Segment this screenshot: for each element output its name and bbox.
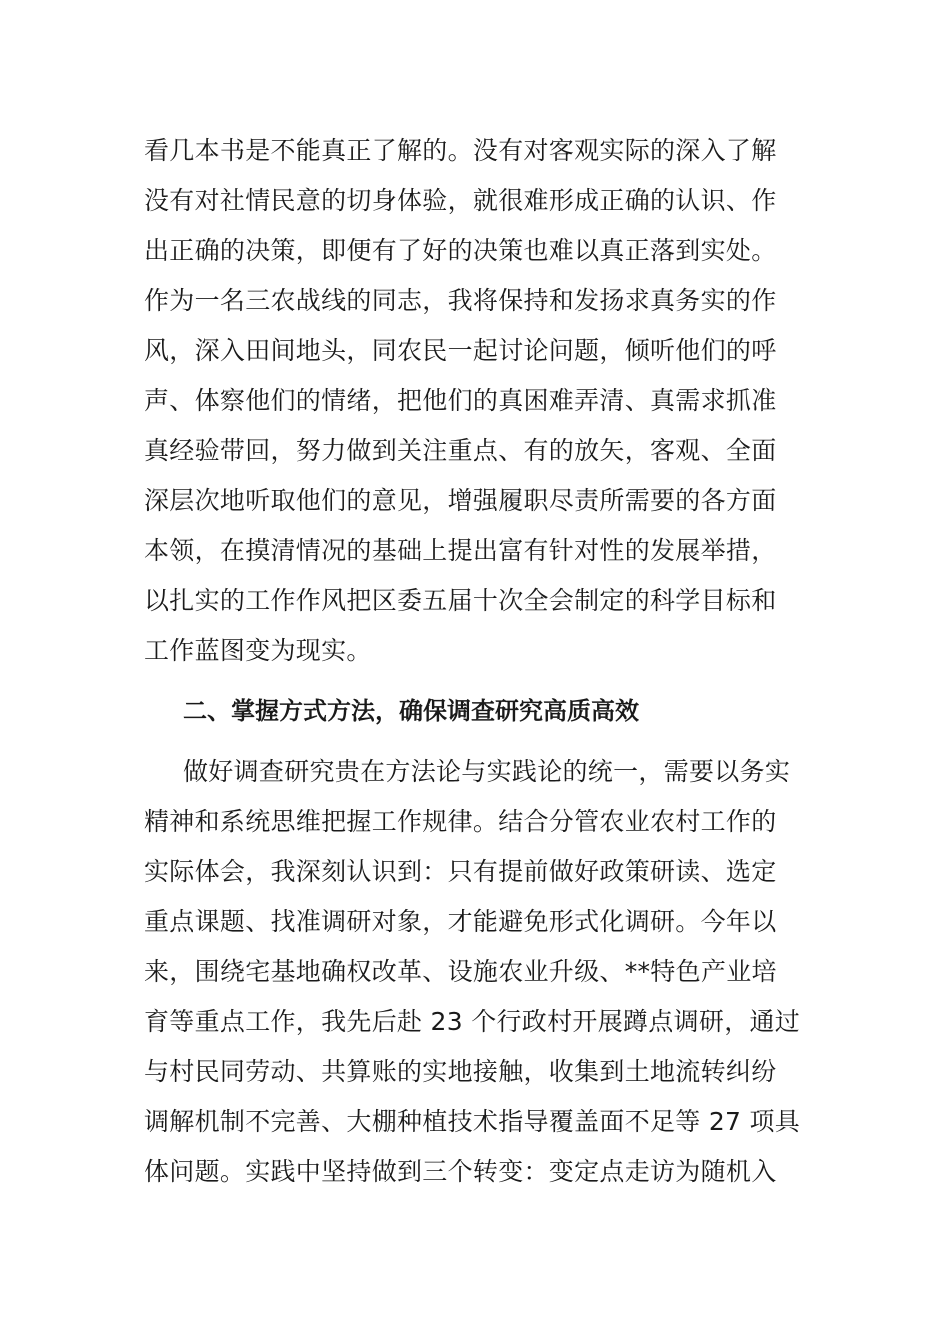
paragraph-line: 真经验带回，努力做到关注重点、有的放矢，客观、全面 xyxy=(144,436,777,465)
paragraph-line: 精神和系统思维把握工作规律。结合分管农业农村工作的 xyxy=(144,807,777,836)
paragraph-line: 重点课题、找准调研对象，才能避免形式化调研。今年以 xyxy=(144,907,777,936)
paragraph-continuation xyxy=(144,126,814,676)
paragraph-line: 出正确的决策，即便有了好的决策也难以真正落到实处。 xyxy=(144,236,777,265)
paragraph-line: 本领，在摸清情况的基础上提出富有针对性的发展举措， xyxy=(144,536,777,565)
paragraph-line: 育等重点工作，我先后赴 23 个行政村开展蹲点调研，通过 xyxy=(144,1007,801,1036)
paragraph-line: 作为一名三农战线的同志，我将保持和发扬求真务实的作 xyxy=(144,286,777,315)
paragraph-line: 调解机制不完善、大棚种植技术指导覆盖面不足等 27 项具 xyxy=(144,1107,801,1136)
paragraph-line: 没有对社情民意的切身体验，就很难形成正确的认识、作 xyxy=(144,186,777,215)
paragraph-line: 与村民同劳动、共算账的实地接触，收集到土地流转纠纷 xyxy=(144,1057,777,1086)
paragraph-line: 实际体会，我深刻认识到：只有提前做好政策研读、选定 xyxy=(144,857,777,886)
paragraph-line: 深层次地听取他们的意见，增强履职尽责所需要的各方面 xyxy=(144,486,777,515)
section-heading: 二、掌握方式方法，确保调查研究高质高效 xyxy=(183,697,639,725)
paragraph-line: 来，围绕宅基地确权改革、设施农业升级、**特色产业培 xyxy=(144,957,777,986)
paragraph-line: 工作蓝图变为现实。 xyxy=(144,636,372,665)
paragraph-line: 做好调查研究贵在方法论与实践论的统一，需要以务实 xyxy=(183,757,791,786)
paragraph-methods xyxy=(144,747,814,1197)
paragraph-line: 风，深入田间地头，同农民一起讨论问题，倾听他们的呼 xyxy=(144,336,777,365)
paragraph-line: 声、体察他们的情绪，把他们的真困难弄清、真需求抓准 xyxy=(144,386,777,415)
paragraph-line: 体问题。实践中坚持做到三个转变：变定点走访为随机入 xyxy=(144,1157,777,1186)
paragraph-line: 看几本书是不能真正了解的。没有对客观实际的深入了解 xyxy=(144,136,777,165)
paragraph-line: 以扎实的工作作风把区委五届十次全会制定的科学目标和 xyxy=(144,586,777,615)
